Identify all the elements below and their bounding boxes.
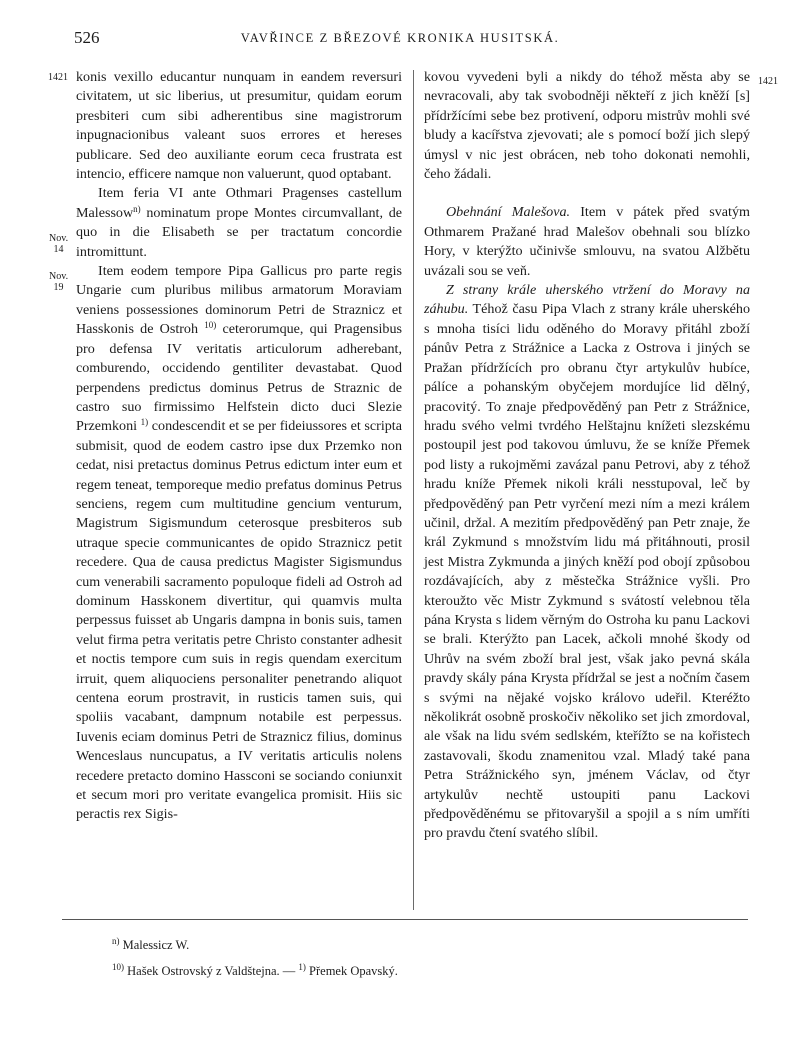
footnote-divider [62, 919, 748, 920]
margin-date-month: Nov. [49, 271, 69, 282]
latin-p3-text-b: ceterorumque, qui Pragensibus pro defensa IV veritatis articulorum adherebant, comburendo, occidendo gentiliter devastabat. Quod perpendens predictus dominus Petrus de Straznic de castro suo firmissimo Helfstein dicto duci Slezie Przemkoni [76, 321, 402, 435]
latin-p3-text-a: Item eodem tempore Pipa Gallicus pro parte regis Ungarie cum pluribus milibus armatorum Moraviam veniens possessiones dominorum Petri de Straznicz et Hasskonis de Ostroh [76, 263, 402, 338]
latin-column [76, 68, 402, 825]
page-header [62, 28, 738, 52]
section-heading-malesov: Obehnání Malešova. [446, 204, 571, 221]
latin-paragraph-2 [76, 184, 402, 262]
footnote-text: Přemek Opavský. [309, 964, 398, 978]
footnote-ref-10: 10) [204, 320, 217, 331]
footnote-ref-1: 1) [140, 417, 149, 428]
margin-year-left: 1421 [48, 72, 68, 83]
footnote-10-and-1 [112, 958, 712, 984]
czech-paragraph-1: kovou vyvedeni byli a nikdy do téhož města aby se nevracovali, aby tak svobodněji někteří z jich kněží [s] přídržícími sebe bez protivení, odporu mistrův mohli své bludy a kacířstva zjevovati; ale s pomocí boží jich slepý úmysl v nic jest obrácen, neb toho dokonati nemohli, čeho žádali. [424, 69, 750, 183]
footnote-mark: 10) [112, 962, 124, 972]
margin-date-nov-19 [49, 271, 68, 293]
czech-paragraph-3 [424, 281, 750, 844]
section-heading-moravia: Z strany krále uherského vtržení do Moravy na záhubu. [424, 282, 750, 318]
footnote-text: Malessicz W. [122, 938, 190, 952]
latin-p2-text-a: Item feria VI ante Othmari Pragenses castellum Malessow [76, 185, 402, 221]
column-divider [413, 70, 414, 910]
czech-column [424, 68, 750, 844]
footnote-text: Hašek Ostrovský z Valdštejna. — [127, 964, 296, 978]
margin-date-day: 14 [53, 244, 64, 255]
latin-paragraph-1: konis vexillo educantur nunquam in eandem reversuri civitatem, ut sic liberius, ut presumitur, quidam eorum presbiteri cum sibi adherentibus sine magistrorum inpugnacionibus valeant suos errores et hereses publicare. Sed deo auxiliante eorum ceca frustrata est intencio, efficere namque non valuerunt, quod optabant. [76, 69, 402, 183]
margin-year-right: 1421 [758, 76, 778, 87]
margin-date-day: 19 [53, 282, 64, 293]
footnote-mark: 1) [298, 962, 306, 972]
latin-paragraph-3 [76, 262, 402, 825]
footnote-n [112, 932, 712, 958]
latin-p3-text-c: condescendit et se per fideiussores et scripta submisit, quod de eodem castro ipse dux Przemko non cedat, nisi pretactus dominus Petrus edictum inter eum et regem teneat, temporeque medio prefatus dominus Petrus senciens, regem cum multitudine gencium venturum, Magistrum Sigismundum ceterosque presbiteros sub utraque specie communicantes de opido Straznicz petit recedere. Qua de causa predictus Magister Sigismundus cum venerabili sacramento populoque fideli ad Ostroh ad dominum Hasskonem divertitur, qui quamvis multa perpessus fuisset ab Ungaris dampna in bonis suis, tamen velut firma petra veritatis petre Christo constanter adhesit et noctis tempore cum suis in regis quendam exercitum irruit, quem aliquociens personaliter penetrando aliquot centena eorum prostravit, in rusticis tamen suis, qui spoliis vacabant, dampnum notabile est perpessus. Iuvenis eciam dominus Petri de Straznicz filius, dominus Wenceslaus nuncupatus, a IV veritatis articulis nolens recedere pretacto domino Hassconi se sociando coniunxit et secum mori pro veritate evangelica promisit. Hiis sic peractis rex Sigis- [76, 418, 402, 823]
latin-p2-text-b: nominatum prope Montes circumvallant, de quo in die Elisabeth se per tractatum concordie intromittunt. [76, 204, 402, 260]
czech-p3-text: Téhož času Pipa Vlach z strany krále uherského s mnoha tisíci lidu oděného do Moravy přitáhl zboží pánův Petra z Strážnice a Lacka z Ostrova i jiných se Pražan přídržících pro obranu čtyr artykulův hubíce, pálíce a pohanským obyčejem mordujíce lid dělný, pracovitý. To znaje předpověděný pan Petr z Strážnice, hradu svého velmi tvrdého Helštajnu knížeti slezskému postoupil jest pod takovou úmluvu, že se kníže Přemek pod listy a rukojměmi zavázal panu Petrovi, aby z téhož hradu kníže Přemek nikoli králi nesstupoval, leč by předpověděný pan Petr vyrčení mezi ním a mezi králem učinil, držal. A mezitím předpověděný pan Petr znaje, že král Zykmund s množstvím lidu má přitáhnouti, prosil jest Mistra Zykmunda a jiných kněží pod obojí způsobou rozdávajících, aby z městečka Strážnice vyšli. Pro kteroužto věc Mistr Zykmund s svátostí velebnou těla pána Krysta s lidem věrným do Ostroha ku panu Lackovi se brali. Kterýžto pan Lacek, ačkoli mnohé škody od Uhrův na svém zboží bral jest, však jako pevná skála pravdy skály pána Krysta přídržal se jest a nočním časem s svými na nějaké vojsko královo udeřil. Kteréžto několikrát osobně proskočiv několiko set jich zmordoval, ale však na lidu svém sedlském, kteřížto se na kořistech zastavovali, škodu znamenitou vzal. Mladý také pana Petra Strážnického syn, jménem Václav, od čtyr artykulův nechtě ustoupiti panu Lackovi předpověděnému se přitovaryšil a spojil a s ním umříti pro pravdu čtení svatého slíbil. [424, 301, 750, 842]
running-title: VAVŘINCE Z BŘEZOVÉ KRONIKA HUSITSKÁ. [240, 31, 560, 45]
page-number: 526 [74, 28, 100, 47]
czech-p2-text: Item v pátek před svatým Othmarem Pražané hrad Malešov obehnali sou blízko Hory, v kterýžto učinivše smlouvu, na svatou Alžbětu uvázali sou se veň. [424, 204, 750, 279]
footnotes [112, 932, 712, 984]
footnote-ref-n: n) [133, 203, 141, 214]
margin-date-month: Nov. [49, 233, 69, 244]
margin-date-nov-14 [49, 233, 68, 255]
czech-paragraph-2 [424, 203, 750, 281]
footnote-mark: n) [112, 936, 120, 946]
